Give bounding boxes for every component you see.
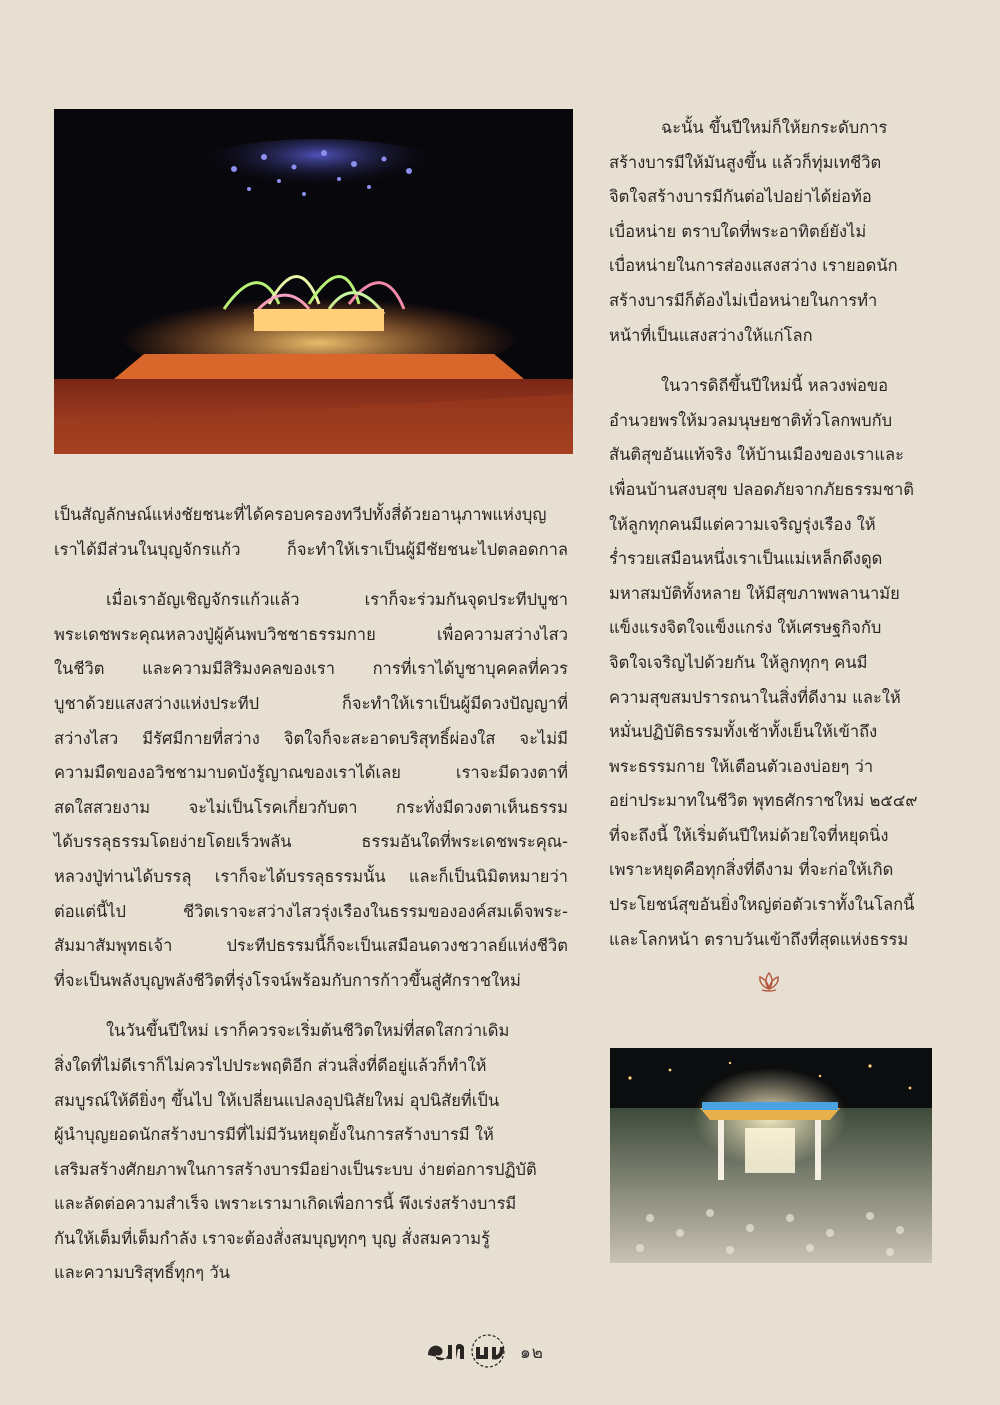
- text-line: ในชีวิต และความมีสิริมงคลของเรา การที่เราได้บูชาบุคคลที่ควร: [54, 659, 568, 679]
- text-line: หน้าที่เป็นแสงสว่างให้แก่โลก: [609, 325, 813, 345]
- text-line: ความมืดของอวิชชามาบดบังรู้ญาณของเราได้เลย เราจะมีดวงตาที่: [54, 763, 568, 783]
- right-para-1: [609, 111, 939, 353]
- text-line: มหาสมบัติทั้งหลาย ให้มีสุขภาพพลานามัย: [609, 583, 900, 603]
- lotus-flower-icon: [756, 969, 782, 993]
- text-line: ที่จะเป็นพลังบุญพลังชีวิตที่รุ่งโรจน์พร้อมกับการก้าวขึ้นสู่ศักราชใหม่: [54, 970, 521, 990]
- text-line: ความสุขสมปรารถนาในสิ่งที่ดีงาม และให้: [609, 687, 901, 707]
- text-line: สดใสสวยงาม จะไม่เป็นโรคเกี่ยวกับตา กระทั่งมีดวงตาเห็นธรรม: [54, 797, 568, 817]
- right-para-2: [609, 369, 939, 957]
- ceremony-crowd-photo: [610, 1048, 932, 1263]
- text-line: อย่าประมาทในชีวิต พุทธศักราชใหม่ ๒๕๔๙: [609, 791, 918, 811]
- text-line: บูชาด้วยแสงสว่างแห่งประทีป ก็จะทำให้เราเป็นผู้มีดวงปัญญาที่: [54, 693, 568, 713]
- text-line: และโลกหน้า ตราบวันเข้าถึงที่สุดแห่งธรรม: [609, 929, 909, 949]
- text-line: หมั่นปฏิบัติธรรมทั้งเช้าทั้งเย็นให้เข้าถึง: [609, 722, 878, 742]
- left-para-3: [54, 1014, 568, 1291]
- text-line: เพื่อนบ้านสงบสุข ปลอดภัยจากภัยธรรมชาติ: [609, 479, 914, 499]
- text-line: ฉะนั้น ขึ้นปีใหม่ก็ให้ยกระดับการ: [661, 118, 888, 137]
- text-line: ผู้นำบุญยอดนักสร้างบารมีที่ไม่มีวันหยุดยั้งในการสร้างบารมี ให้: [54, 1125, 494, 1145]
- text-line: เมื่อเราอัญเชิญจักรแก้วแล้ว เราก็จะร่วมกันจุดประทีปบูชา: [106, 590, 568, 610]
- text-line: เป็นสัญลักษณ์แห่งชัยชนะที่ได้ครอบครองทวีปทั้งสี่ด้วยอานุภาพแห่งบุญ: [54, 505, 547, 524]
- text-line: หลวงปู่ท่านได้บรรลุ เราก็จะได้บรรลุธรรมนั้น และก็เป็นนิมิตหมายว่า: [54, 866, 568, 886]
- text-line: กันให้เต็มที่เต็มกำลัง เราจะต้องสั่งสมบุญทุกๆ บุญ สั่งสมความรู้: [54, 1228, 490, 1248]
- text-line: พระเดชพระคุณหลวงปู่ผู้ค้นพบวิชชาธรรมกาย เพื่อความสว่างไสว: [54, 624, 568, 644]
- text-line: ในวารดิถีขึ้นปีใหม่นี้ หลวงพ่อขอ: [661, 376, 889, 396]
- text-line: สิ่งใดที่ไม่ดีเราก็ไม่ควรไปประพฤติอีก ส่วนสิ่งที่ดีอยู่แล้วก็ทำให้: [54, 1055, 487, 1075]
- text-line: ให้ลูกทุกคนมีแต่ความเจริญรุ่งเรือง ให้: [609, 514, 876, 534]
- text-line: ร่ำรวยเสมือนหนึ่งเราเป็นแม่เหล็กดึงดูด: [609, 549, 883, 569]
- text-line: และลัดต่อความสำเร็จ เพราะเรามาเกิดเพื่อการนี้ พึงเร่งสร้างบารมี: [54, 1194, 517, 1214]
- page-number: ๑๒: [520, 1343, 544, 1363]
- text-line: สร้างบารมีก็ต้องไม่เบื่อหน่ายในการทำ: [609, 290, 878, 310]
- text-line: สันติสุขอันแท้จริง ให้บ้านเมืองของเราและ: [609, 445, 905, 465]
- left-article-column: [54, 498, 568, 1291]
- text-line: สร้างบารมีให้มันสูงขึ้น แล้วก็ทุ่มเทชีวิต: [609, 152, 882, 172]
- text-line: และความบริสุทธิ์ทุกๆ วัน: [54, 1263, 230, 1283]
- text-line: ในวันขึ้นปีใหม่ เราก็ควรจะเริ่มต้นชีวิตใหม่ที่สดใสกว่าเดิม: [106, 1021, 510, 1041]
- text-line: แข็งแรงจิตใจแข็งแกร่ง ให้เศรษฐกิจกับ: [609, 618, 882, 638]
- text-line: เพราะหยุดคือทุกสิ่งที่ดีงาม ที่จะก่อให้เกิด: [609, 860, 894, 880]
- text-line: ที่จะถึงนี้ ให้เริ่มต้นปีใหม่ด้วยใจที่หยุดนิ่ง: [609, 825, 889, 845]
- text-line: จิตใจเจริญไปด้วยกัน ให้ลูกทุกๆ คนมี: [609, 652, 868, 672]
- magazine-logo: [424, 1325, 524, 1371]
- text-line: สัมมาสัมพุทธเจ้า ประทีปธรรมนี้ก็จะเป็นเสมือนดวงชวาลย์แห่งชีวิต: [54, 936, 568, 956]
- text-line: เสริมสร้างศักยภาพในการสร้างบารมีอย่างเป็นระบบ ง่ายต่อการปฏิบัติ: [54, 1159, 537, 1179]
- text-line: จิตใจสร้างบารมีกันต่อไปอย่าได้ย่อท้อ: [609, 187, 872, 207]
- left-para-1: [54, 498, 568, 567]
- text-line: ประโยชน์สุขอันยิ่งใหญ่ต่อตัวเราทั้งในโลกนี้: [609, 895, 915, 915]
- text-line: เบื่อหน่าย ตราบใดที่พระอาทิตย์ยังไม่: [609, 221, 867, 241]
- fireworks-photo: [54, 109, 573, 454]
- text-line: ได้บรรลุธรรมโดยง่ายโดยเร็วพลัน ธรรมอันใดที่พระเดชพระคุณ-: [54, 832, 568, 852]
- text-line: อำนวยพรให้มวลมนุษยชาติทั่วโลกพบกับ: [609, 410, 893, 430]
- text-line: พระธรรมกาย ให้เตือนตัวเองบ่อยๆ ว่า: [609, 756, 874, 776]
- text-line: สว่างไสว มีรัศมีกายที่สว่าง จิตใจก็จะสะอาดบริสุทธิ์ผ่องใส จะไม่มี: [54, 728, 568, 748]
- left-para-2: [54, 583, 568, 998]
- text-line: เบื่อหน่ายในการส่องแสงสว่าง เรายอดนัก: [609, 256, 898, 276]
- text-line: เราได้มีส่วนในบุญจักรแก้ว ก็จะทำให้เราเป็นผู้มีชัยชนะไปตลอดกาล: [54, 539, 568, 559]
- right-article-column: [609, 111, 939, 957]
- text-line: ต่อแต่นี้ไป ชีวิตเราจะสว่างไสวรุ่งเรืองในธรรมขององค์สมเด็จพระ-: [54, 901, 568, 921]
- text-line: สมบูรณ์ให้ดียิ่งๆ ขึ้นไป ให้เปลี่ยนแปลงอุปนิสัยใหม่ อุปนิสัยที่เป็น: [54, 1090, 500, 1110]
